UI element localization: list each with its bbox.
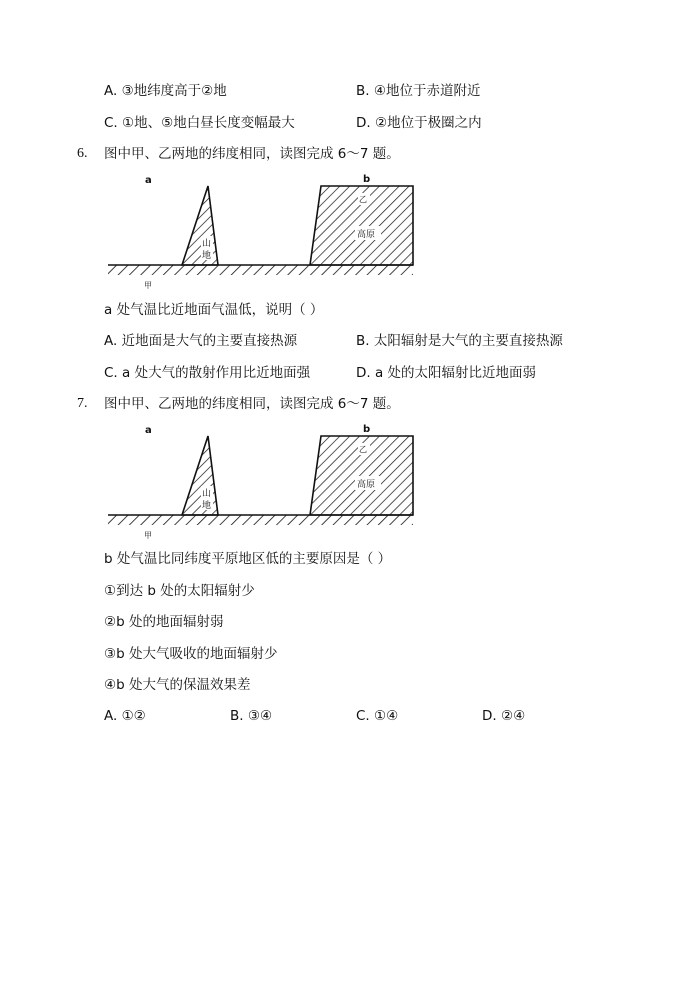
q6-question: a 处气温比近地面气温低，说明（ ） bbox=[104, 302, 324, 318]
q6-stem: 图中甲、乙两地的纬度相同，读图完成 6～7 题。 bbox=[104, 146, 400, 162]
ground-hatch bbox=[108, 265, 413, 275]
q7-question: b 处气温比同纬度平原地区低的主要原因是（ ） bbox=[104, 551, 392, 567]
q6-number: 6. bbox=[77, 146, 88, 161]
label-a: a bbox=[145, 175, 152, 186]
q7-number: 7. bbox=[77, 396, 88, 411]
q6-option-b[interactable]: B. 太阳辐射是大气的主要直接热源 bbox=[356, 333, 563, 349]
q5-option-c[interactable]: C. ①地、⑤地白昼长度变幅最大 bbox=[104, 115, 295, 131]
q7-statement-1: ①到达 b 处的太阳辐射少 bbox=[104, 583, 255, 599]
label-mountain-2: 地 bbox=[202, 501, 212, 511]
q7-figure bbox=[100, 418, 420, 544]
label-yi: 乙 bbox=[359, 195, 367, 204]
label-yi: 乙 bbox=[359, 445, 367, 454]
label-mountain-1: 山 bbox=[202, 489, 212, 499]
label-b: b bbox=[363, 424, 371, 435]
q6-option-c[interactable]: C. a 处大气的散射作用比近地面强 bbox=[104, 365, 311, 381]
label-plateau: 高原 bbox=[357, 230, 376, 240]
label-mountain-1: 山 bbox=[202, 239, 212, 249]
q5-option-d[interactable]: D. ②地位于极圈之内 bbox=[356, 115, 482, 131]
q7-option-a[interactable]: A. ①② bbox=[104, 708, 146, 724]
ground-hatch bbox=[108, 515, 413, 525]
label-mountain-2: 地 bbox=[202, 251, 212, 261]
q7-option-c[interactable]: C. ①④ bbox=[356, 708, 399, 724]
q7-stem: 图中甲、乙两地的纬度相同，读图完成 6～7 题。 bbox=[104, 396, 400, 412]
q5-option-a[interactable]: A. ③地纬度高于②地 bbox=[104, 83, 227, 99]
label-jia: 甲 bbox=[144, 531, 152, 540]
q5-option-b[interactable]: B. ④地位于赤道附近 bbox=[356, 83, 481, 99]
q7-option-d[interactable]: D. ②④ bbox=[482, 708, 526, 724]
q7-option-b[interactable]: B. ③④ bbox=[230, 708, 273, 724]
label-a: a bbox=[145, 425, 152, 436]
label-jia: 甲 bbox=[144, 281, 152, 290]
q6-option-a[interactable]: A. 近地面是大气的主要直接热源 bbox=[104, 333, 298, 349]
label-b: b bbox=[363, 174, 371, 185]
q6-option-d[interactable]: D. a 处的太阳辐射比近地面弱 bbox=[356, 365, 537, 381]
q7-statement-4: ④b 处大气的保温效果差 bbox=[104, 677, 251, 693]
q7-statement-2: ②b 处的地面辐射弱 bbox=[104, 614, 224, 630]
q7-statement-3: ③b 处大气吸收的地面辐射少 bbox=[104, 646, 278, 662]
label-plateau: 高原 bbox=[357, 480, 376, 490]
q6-figure bbox=[100, 168, 420, 294]
